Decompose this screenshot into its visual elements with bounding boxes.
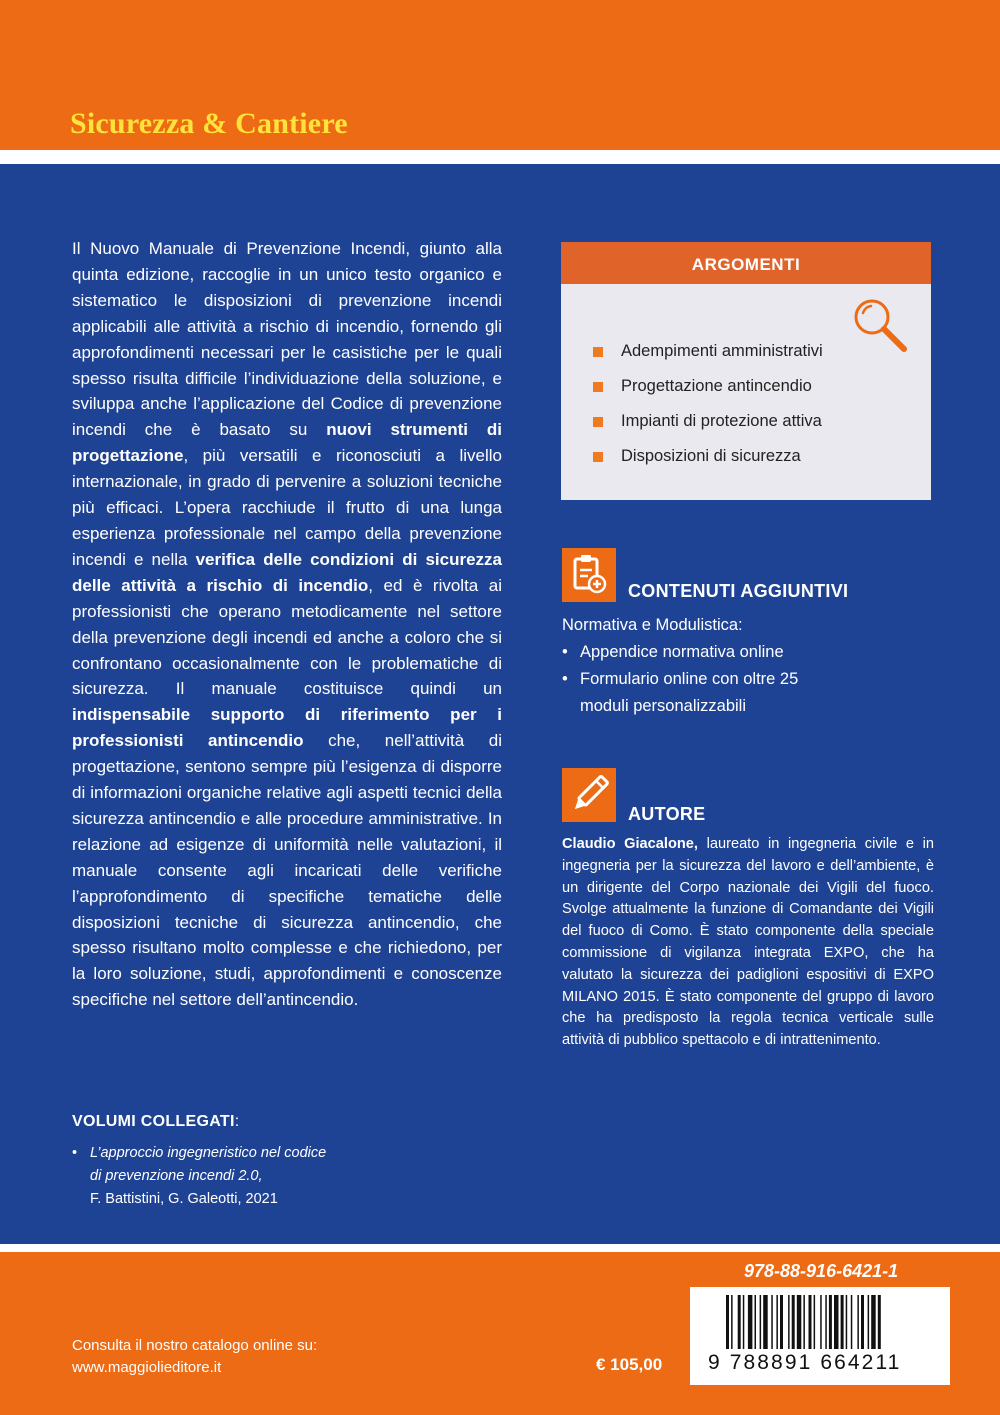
barcode-bar [809,1295,812,1349]
barcode-bar [788,1295,790,1349]
argomenti-box [561,242,931,500]
list-item [72,1142,326,1165]
barcode-bar [726,1295,729,1349]
isbn: 978-88-916-6421-1 [744,1261,899,1281]
catalog-line: Consulta il nostro catalogo online su: [72,1337,318,1354]
bullet-square-icon [593,417,603,427]
barcode-bar [825,1295,827,1349]
description-bold-1: nuovi strumenti di progettazione [72,420,502,466]
barcode-bar [857,1295,859,1349]
contenuti-item: Formulario online con oltre 25 moduli personalizzabili [580,670,799,715]
barcode-digits: 9 788891 664211 [708,1351,902,1374]
list-item [72,1165,326,1188]
argomenti-title: ARGOMENTI [561,242,931,284]
autore-title: AUTORE [628,804,706,824]
barcode-bar [820,1295,822,1349]
author-name: Claudio Giacalone, [562,836,698,852]
author-bio [562,834,934,1052]
barcode-bar [861,1295,864,1349]
bullet-spacer [72,1188,90,1211]
barcode-bar [763,1295,768,1349]
series-title: Sicurezza & Cantiere [70,107,348,140]
author-bio-text: laureato in ingegneria civile e in ingegneria per la sicurezza del lavoro e dell’ambiente, è un dirigente del Corpo nazionale dei Vigili del fuoco. Svolge attualmente la funzione di Comandante dei Vigili del fuoco di Como. È stato componente della speciale commissione di vigilanza integrata EXPO, che ha valutato la sicurezza dei padiglioni espositivi di EXPO MILANO 2015. È stato componente del gruppo di lavoro che ha predisposto la regola tecnica verticale sulle attività di pubblico spettacolo e di intrattenimento. [562,836,934,1049]
barcode-bar [760,1295,762,1349]
volumi-title [72,1113,239,1131]
argomenti-item-label: Disposizioni di sicurezza [621,447,801,465]
list-item [593,369,823,404]
barcode-bar [748,1295,753,1349]
contenuti-intro: Normativa e Modulistica: [562,616,743,634]
pen-icon [562,768,616,822]
barcode-bar [780,1295,783,1349]
divider-bottom [0,1244,1000,1252]
volumi-title-text: VOLUMI COLLEGATI [72,1113,235,1130]
book-description [72,236,502,1013]
list-item [562,666,942,720]
barcode-bar [851,1295,853,1349]
volumi-list [72,1142,326,1211]
website-link[interactable]: www.maggiolieditore.it [72,1359,222,1376]
argomenti-item-label: Adempimenti amministrativi [621,342,823,360]
barcode-bar [871,1295,876,1349]
barcode-bar [776,1295,778,1349]
barcode-bar [834,1295,839,1349]
description-text-3: , ed è rivolta ai professionisti che operano metodicamente nel settore della prevenzione degli incendi ed anche a coloro che si confrontano occasionalmente con le problematiche di sicurezza. Il manuale costituisce quindi un [72,575,503,699]
price: € 105,00 [596,1355,663,1374]
bullet-square-icon [593,382,603,392]
divider-top [0,150,1000,164]
catalog-info [72,1335,317,1379]
list-item [593,404,823,439]
volume-title-line: L’approccio ingegneristico nel codice [90,1145,327,1161]
bullet-square-icon [593,347,603,357]
bullet-icon: • [562,670,568,688]
description-text-2: , più versatili e riconosciuti a livello internazionale, in grado di pervenire a soluzioni tecniche più efficaci. L’opera racchiude il frutto di una lunga esperienza professionale nel campo della prevenzione incendi e nella [72,446,502,569]
barcode-bar [743,1295,745,1349]
contenuti-item: Appendice normativa online [580,643,784,661]
barcode-bar [731,1295,733,1349]
volume-title-line: di prevenzione incendi 2.0, [90,1168,263,1184]
argomenti-item-label: Progettazione antincendio [621,377,812,395]
barcode-bar [738,1295,741,1349]
barcode-bar [846,1295,848,1349]
barcode-bar [771,1295,773,1349]
bullet-spacer [72,1165,90,1188]
volume-authors: F. Battistini, G. Galeotti, 2021 [90,1191,278,1207]
bullet-square-icon [593,452,603,462]
description-text-4: che, nell’attività di progettazione, sentono sempre più l’esigenza di disporre di informazioni organiche relative agli aspetti tecnici della sicurezza antincendio e alle procedure amministrative. In relazione ad esigenze di uniformità nelle valutazioni, il manuale consente agli incaricati delle verifiche l’approfondimento di specifiche tematiche delle disposizioni tecniche di sicurezza antincendio, che spesso risultano molto complesse e che richiedono, per la loro soluzione, studi, approfondimenti e conoscenze specifiche nel settore dell’antincendio. [72,731,502,1010]
argomenti-list [593,334,823,474]
contenuti-text [562,612,942,720]
argomenti-item-label: Impianti di protezione attiva [621,412,822,430]
list-item [593,334,823,369]
list-item [562,639,942,666]
description-text-1: Il Nuovo Manuale di Prevenzione Incendi, giunto alla quinta edizione, raccoglie in un unico testo organico e sistematico le disposizioni di prevenzione incendi applicabili alle attività a rischio di incendio, fornendo gli approfondimenti necessari per le casistiche per le quali spesso risulta difficile l’individuazione della soluzione, e sviluppa anche l’applicazione del Codice di prevenzione incendi che è basato su [72,239,502,440]
barcode-bar [755,1295,757,1349]
barcode-bar [878,1295,881,1349]
list-item [593,439,823,474]
bullet-icon: • [562,643,568,661]
description-bold-3: indispensabile supporto di riferimento per i professionisti antincendio [72,705,502,751]
bullet-icon: • [72,1145,78,1161]
magnifier-icon [849,294,909,354]
barcode-bar [797,1295,802,1349]
barcode-bar [829,1295,832,1349]
description-bold-2: verifica delle condizioni di sicurezza delle attività a rischio di incendio [72,549,502,595]
barcode [690,1287,950,1385]
contenuti-title: CONTENUTI AGGIUNTIVI [628,581,849,601]
barcode-bar [792,1295,795,1349]
clipboard-add-icon [562,548,616,602]
barcode-bar [841,1295,844,1349]
barcode-bar [814,1295,816,1349]
barcode-bar [868,1295,870,1349]
barcode-bar [803,1295,805,1349]
volumi-colon: : [234,1113,240,1130]
list-item [72,1188,326,1211]
